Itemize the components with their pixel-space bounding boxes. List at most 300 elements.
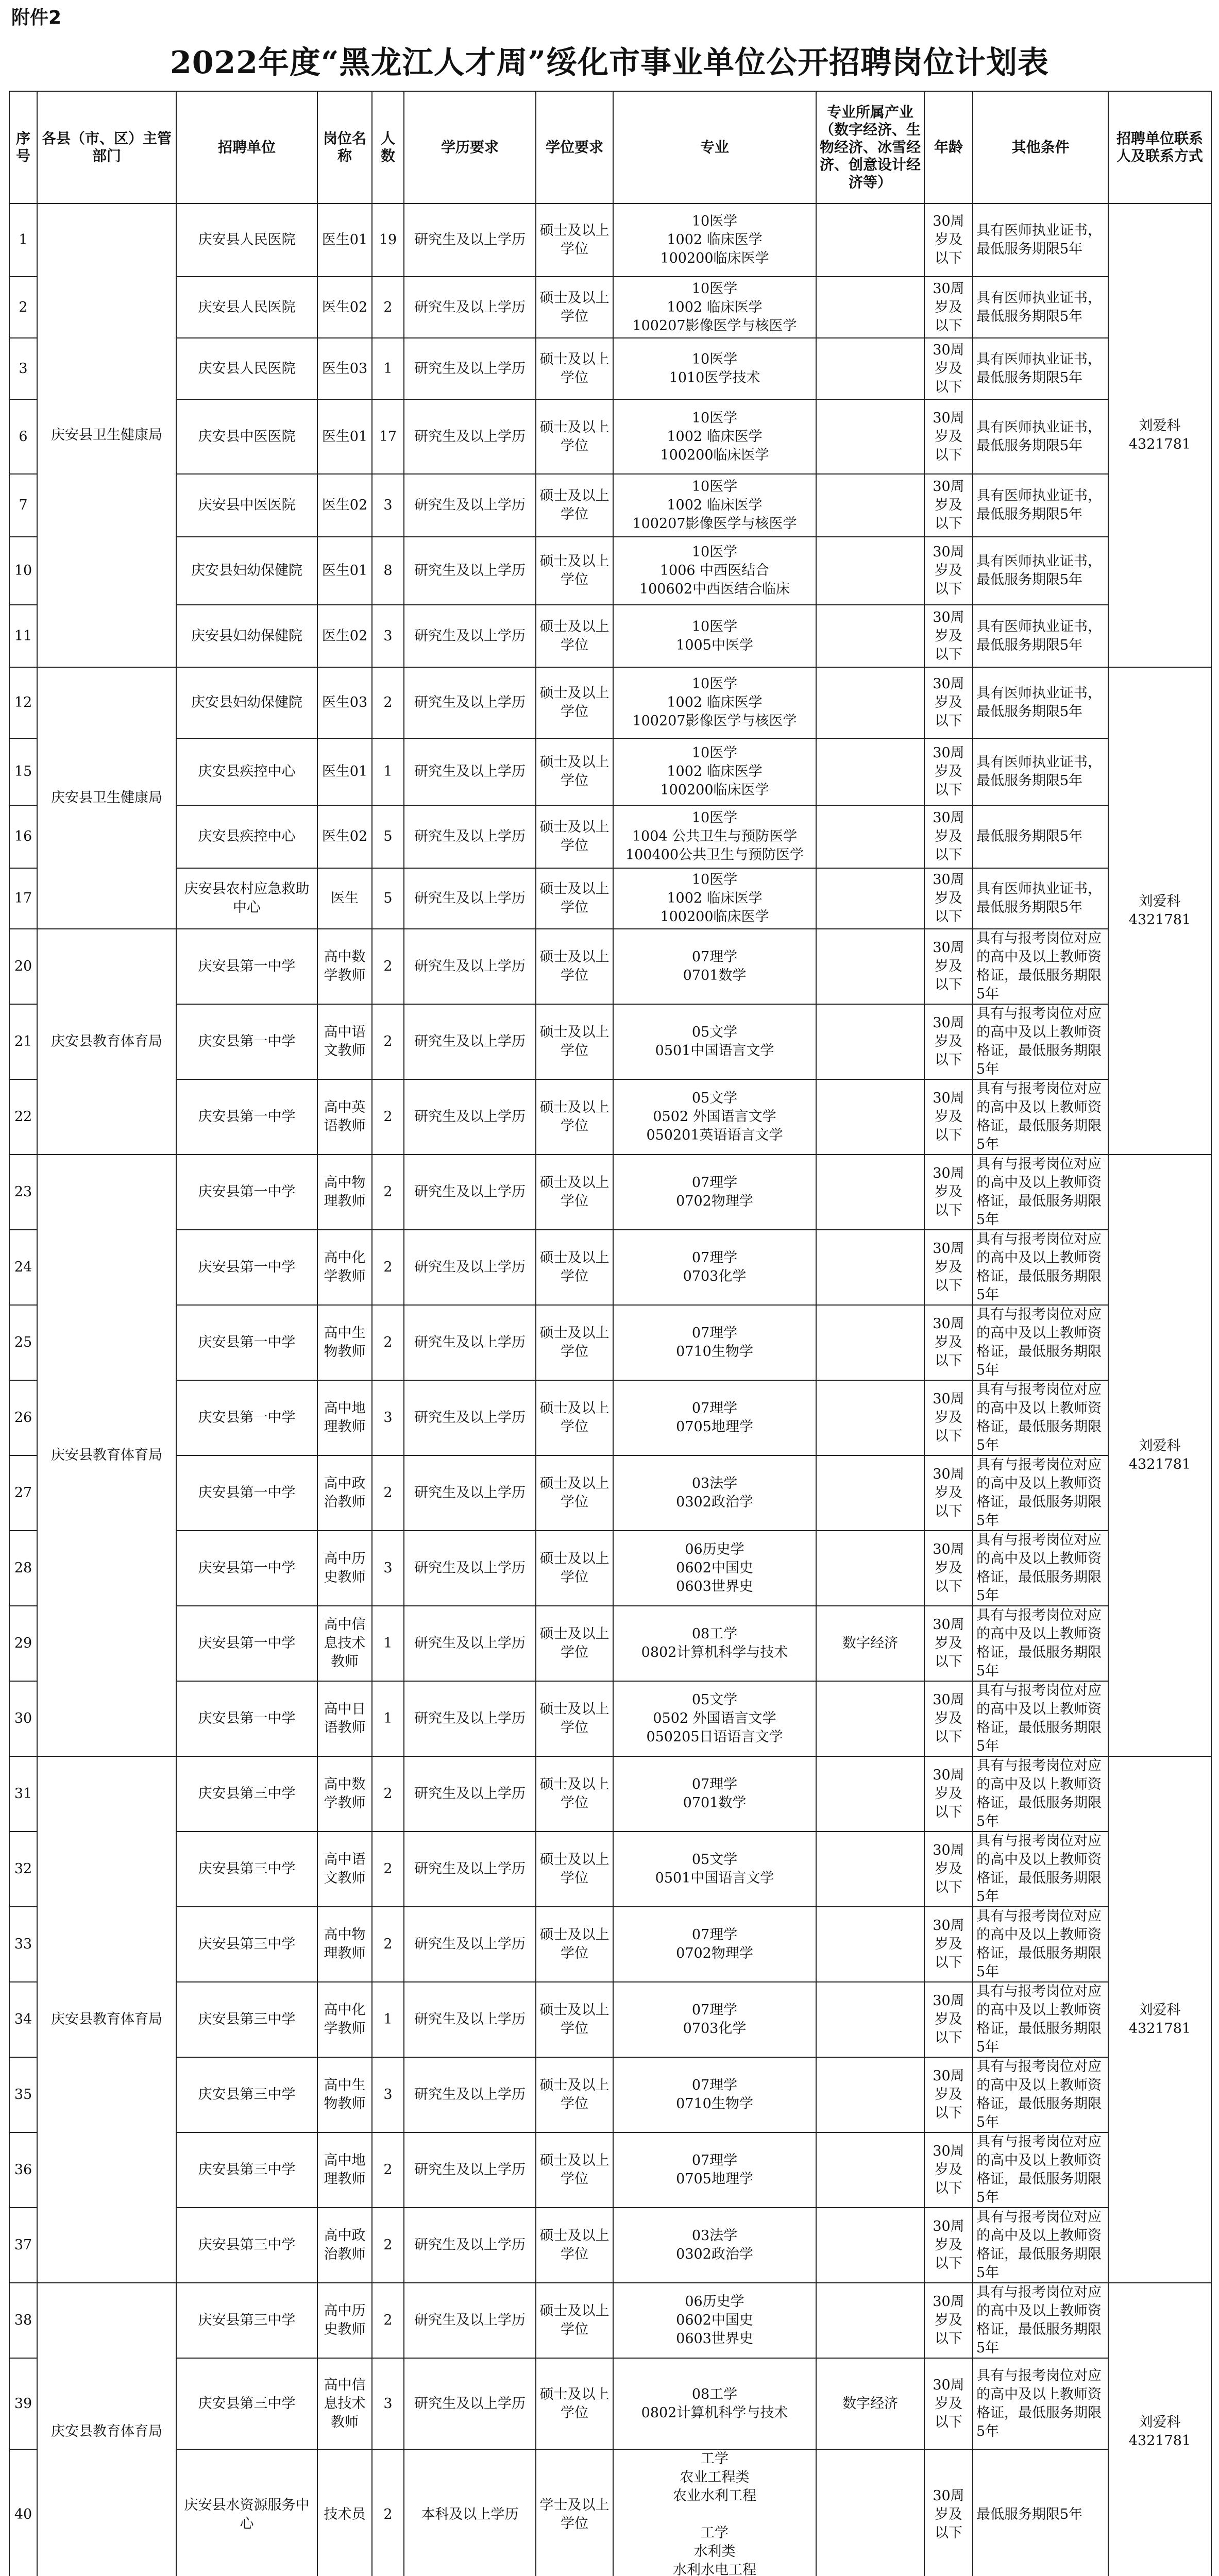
cell-no: 1 [9,204,37,277]
cell-post: 医生01 [317,204,372,277]
cell-age: 30周岁及以下 [924,1455,973,1531]
cell-age: 30周岁及以下 [924,2057,973,2132]
cell-unit: 庆安县第一中学 [176,1455,317,1531]
table-row [9,2208,1211,2283]
cell-post: 高中信息技术教师 [317,2358,372,2449]
cell-conditions: 具有与报考岗位对应的高中及以上教师资格证，最低服务期限5年 [973,1079,1108,1155]
table-row [9,1681,1211,1756]
table-body [9,204,1211,2576]
cell-conditions: 具有医师执业证书，最低服务期限5年 [973,474,1108,537]
cell-post: 高中英语教师 [317,1079,372,1155]
cell-education: 研究生及以上学历 [404,1606,536,1681]
cell-department: 庆安县教育体育局 [37,2283,176,2576]
cell-major: 10医学 1005中医学 [613,605,816,667]
cell-unit: 庆安县妇幼保健院 [176,667,317,738]
cell-conditions: 具有医师执业证书，最低服务期限5年 [973,277,1108,338]
cell-degree: 硕士及以上学位 [536,2208,613,2283]
cell-unit: 庆安县第一中学 [176,1230,317,1305]
table-row [9,667,1211,738]
cell-post: 医生03 [317,338,372,399]
cell-conditions: 具有医师执业证书，最低服务期限5年 [973,738,1108,805]
cell-industry [816,929,924,1004]
header-education: 学历要求 [404,91,536,204]
cell-no: 27 [9,1455,37,1531]
cell-education: 研究生及以上学历 [404,204,536,277]
cell-count: 3 [372,2057,404,2132]
cell-unit: 庆安县疾控中心 [176,805,317,868]
cell-conditions: 具有与报考岗位对应的高中及以上教师资格证，最低服务期限5年 [973,1230,1108,1305]
cell-age: 30周岁及以下 [924,1004,973,1079]
cell-education: 研究生及以上学历 [404,929,536,1004]
cell-age: 30周岁及以下 [924,805,973,868]
cell-unit: 庆安县疾控中心 [176,738,317,805]
cell-post: 高中数学教师 [317,929,372,1004]
cell-education: 研究生及以上学历 [404,1155,536,1230]
cell-unit: 庆安县第一中学 [176,1531,317,1606]
cell-conditions: 具有与报考岗位对应的高中及以上教师资格证，最低服务期限5年 [973,1756,1108,1832]
cell-unit: 庆安县第三中学 [176,2358,317,2449]
cell-age: 30周岁及以下 [924,2449,973,2576]
cell-count: 19 [372,204,404,277]
cell-degree: 硕士及以上学位 [536,1681,613,1756]
cell-count: 8 [372,537,404,605]
cell-industry [816,1230,924,1305]
cell-education: 研究生及以上学历 [404,738,536,805]
cell-age: 30周岁及以下 [924,1832,973,1907]
cell-count: 2 [372,1079,404,1155]
page-title: 2022年度“黑龙江人才周”绥化市事业单位公开招聘岗位计划表 [170,45,1049,81]
cell-post: 医生02 [317,805,372,868]
cell-unit: 庆安县第三中学 [176,2057,317,2132]
cell-major: 07理学 0705地理学 [613,2132,816,2208]
cell-age: 30周岁及以下 [924,929,973,1004]
table-row [9,2283,1211,2358]
cell-degree: 硕士及以上学位 [536,2132,613,2208]
cell-count: 5 [372,868,404,929]
cell-post: 医生02 [317,474,372,537]
cell-conditions: 具有医师执业证书，最低服务期限5年 [973,204,1108,277]
table-row [9,1004,1211,1079]
header-industry: 专业所属产业（数字经济、生物经济、冰雪经济、创意设计经济等） [816,91,924,204]
cell-education: 研究生及以上学历 [404,805,536,868]
cell-major: 07理学 0705地理学 [613,1380,816,1455]
cell-count: 2 [372,929,404,1004]
cell-conditions: 具有与报考岗位对应的高中及以上教师资格证，最低服务期限5年 [973,2283,1108,2358]
cell-count: 17 [372,399,404,474]
cell-unit: 庆安县中医医院 [176,399,317,474]
cell-post: 高中政治教师 [317,2208,372,2283]
cell-conditions: 具有与报考岗位对应的高中及以上教师资格证，最低服务期限5年 [973,1606,1108,1681]
cell-degree: 硕士及以上学位 [536,1531,613,1606]
cell-no: 36 [9,2132,37,2208]
cell-industry [816,2449,924,2576]
cell-education: 研究生及以上学历 [404,2057,536,2132]
cell-education: 本科及以上学历 [404,2449,536,2576]
cell-post: 高中政治教师 [317,1455,372,1531]
cell-age: 30周岁及以下 [924,2132,973,2208]
cell-age: 30周岁及以下 [924,1982,973,2057]
cell-no: 37 [9,2208,37,2283]
cell-degree: 硕士及以上学位 [536,1832,613,1907]
cell-industry [816,1982,924,2057]
cell-conditions: 具有医师执业证书，最低服务期限5年 [973,605,1108,667]
header-major: 专业 [613,91,816,204]
cell-no: 40 [9,2449,37,2576]
cell-major: 07理学 0710生物学 [613,2057,816,2132]
table-row [9,1907,1211,1982]
cell-age: 30周岁及以下 [924,1531,973,1606]
cell-degree: 硕士及以上学位 [536,1982,613,2057]
cell-no: 2 [9,277,37,338]
header-degree: 学位要求 [536,91,613,204]
cell-count: 2 [372,1004,404,1079]
cell-degree: 硕士及以上学位 [536,2283,613,2358]
cell-education: 研究生及以上学历 [404,399,536,474]
cell-education: 研究生及以上学历 [404,1756,536,1832]
cell-count: 5 [372,805,404,868]
table-row [9,2358,1211,2449]
cell-major: 03法学 0302政治学 [613,2208,816,2283]
cell-industry [816,1380,924,1455]
cell-post: 高中化学教师 [317,1982,372,2057]
cell-unit: 庆安县农村应急救助中心 [176,868,317,929]
cell-major: 07理学 0703化学 [613,1982,816,2057]
cell-education: 研究生及以上学历 [404,1832,536,1907]
cell-major: 10医学 1004 公共卫生与预防医学 100400公共卫生与预防医学 [613,805,816,868]
cell-contact: 刘爱科 4321781 [1108,1155,1211,1756]
cell-age: 30周岁及以下 [924,2208,973,2283]
cell-age: 30周岁及以下 [924,277,973,338]
table-row [9,399,1211,474]
cell-post: 医生03 [317,667,372,738]
cell-no: 3 [9,338,37,399]
cell-age: 30周岁及以下 [924,474,973,537]
cell-department: 庆安县卫生健康局 [37,667,176,929]
header-post: 岗位名称 [317,91,372,204]
cell-no: 12 [9,667,37,738]
cell-post: 高中生物教师 [317,2057,372,2132]
cell-major: 10医学 1002 临床医学 100200临床医学 [613,868,816,929]
cell-conditions: 具有与报考岗位对应的高中及以上教师资格证，最低服务期限5年 [973,1907,1108,1982]
cell-post: 医生 [317,868,372,929]
table-row [9,1531,1211,1606]
cell-conditions: 具有医师执业证书，最低服务期限5年 [973,338,1108,399]
cell-unit: 庆安县第三中学 [176,2132,317,2208]
cell-industry: 数字经济 [816,1606,924,1681]
cell-no: 26 [9,1380,37,1455]
table-row [9,537,1211,605]
cell-industry [816,738,924,805]
cell-post: 医生01 [317,399,372,474]
cell-major: 工学 农业工程类 农业水利工程 工学 水利类 水利水电工程 [613,2449,816,2576]
cell-no: 39 [9,2358,37,2449]
cell-unit: 庆安县妇幼保健院 [176,605,317,667]
cell-no: 31 [9,1756,37,1832]
cell-post: 高中地理教师 [317,2132,372,2208]
cell-major: 07理学 0710生物学 [613,1305,816,1380]
cell-industry [816,1531,924,1606]
cell-education: 研究生及以上学历 [404,2208,536,2283]
cell-major: 07理学 0702物理学 [613,1155,816,1230]
cell-industry [816,1155,924,1230]
cell-conditions: 具有与报考岗位对应的高中及以上教师资格证，最低服务期限5年 [973,1155,1108,1230]
cell-major: 10医学 1010医学技术 [613,338,816,399]
header-no: 序号 [9,91,37,204]
cell-degree: 硕士及以上学位 [536,667,613,738]
cell-count: 2 [372,1230,404,1305]
cell-count: 3 [372,1531,404,1606]
cell-education: 研究生及以上学历 [404,474,536,537]
cell-degree: 硕士及以上学位 [536,1079,613,1155]
cell-no: 25 [9,1305,37,1380]
cell-degree: 硕士及以上学位 [536,738,613,805]
cell-post: 高中化学教师 [317,1230,372,1305]
cell-industry [816,474,924,537]
cell-age: 30周岁及以下 [924,2358,973,2449]
cell-department: 庆安县教育体育局 [37,929,176,1155]
table-row [9,474,1211,537]
cell-unit: 庆安县第三中学 [176,1907,317,1982]
cell-count: 2 [372,667,404,738]
cell-education: 研究生及以上学历 [404,1230,536,1305]
cell-industry [816,1305,924,1380]
cell-degree: 硕士及以上学位 [536,929,613,1004]
cell-major: 05文学 0501中国语言文学 [613,1832,816,1907]
cell-degree: 硕士及以上学位 [536,277,613,338]
cell-post: 医生02 [317,605,372,667]
table-row [9,1155,1211,1230]
cell-age: 30周岁及以下 [924,738,973,805]
cell-unit: 庆安县第一中学 [176,1380,317,1455]
cell-age: 30周岁及以下 [924,667,973,738]
cell-industry [816,2283,924,2358]
cell-conditions: 具有与报考岗位对应的高中及以上教师资格证，最低服务期限5年 [973,1455,1108,1531]
cell-conditions: 具有与报考岗位对应的高中及以上教师资格证，最低服务期限5年 [973,1681,1108,1756]
cell-major: 07理学 0701数学 [613,929,816,1004]
cell-age: 30周岁及以下 [924,204,973,277]
cell-conditions: 具有医师执业证书，最低服务期限5年 [973,868,1108,929]
cell-degree: 硕士及以上学位 [536,1606,613,1681]
cell-industry [816,1681,924,1756]
table-row [9,605,1211,667]
cell-age: 30周岁及以下 [924,1907,973,1982]
cell-major: 07理学 0702物理学 [613,1907,816,1982]
table-row [9,868,1211,929]
cell-major: 07理学 0703化学 [613,1230,816,1305]
cell-education: 研究生及以上学历 [404,1380,536,1455]
cell-post: 高中历史教师 [317,1531,372,1606]
cell-post: 高中地理教师 [317,1380,372,1455]
cell-conditions: 具有与报考岗位对应的高中及以上教师资格证，最低服务期限5年 [973,1004,1108,1079]
cell-no: 32 [9,1832,37,1907]
cell-degree: 硕士及以上学位 [536,805,613,868]
cell-count: 2 [372,2449,404,2576]
cell-education: 研究生及以上学历 [404,537,536,605]
cell-unit: 庆安县人民医院 [176,277,317,338]
cell-post: 技术员 [317,2449,372,2576]
cell-degree: 硕士及以上学位 [536,1380,613,1455]
cell-industry [816,537,924,605]
cell-post: 高中物理教师 [317,1155,372,1230]
cell-post: 医生01 [317,537,372,605]
cell-unit: 庆安县第三中学 [176,1756,317,1832]
cell-contact: 刘爱科 4321781 [1108,667,1211,1155]
cell-age: 30周岁及以下 [924,1380,973,1455]
cell-industry [816,204,924,277]
cell-unit: 庆安县人民医院 [176,338,317,399]
header-contact: 招聘单位联系人及联系方式 [1108,91,1211,204]
table-row [9,929,1211,1004]
cell-unit: 庆安县第三中学 [176,1982,317,2057]
cell-age: 30周岁及以下 [924,1681,973,1756]
cell-major: 10医学 1002 临床医学 100207影像医学与核医学 [613,667,816,738]
cell-count: 2 [372,277,404,338]
table-row [9,1982,1211,2057]
cell-major: 10医学 1002 临床医学 100207影像医学与核医学 [613,474,816,537]
cell-degree: 硕士及以上学位 [536,605,613,667]
cell-age: 30周岁及以下 [924,1155,973,1230]
cell-major: 10医学 1002 临床医学 100200临床医学 [613,399,816,474]
cell-education: 研究生及以上学历 [404,2132,536,2208]
cell-no: 22 [9,1079,37,1155]
cell-age: 30周岁及以下 [924,1079,973,1155]
cell-count: 2 [372,1756,404,1832]
cell-unit: 庆安县中医医院 [176,474,317,537]
cell-degree: 硕士及以上学位 [536,2057,613,2132]
cell-industry [816,805,924,868]
cell-post: 高中日语教师 [317,1681,372,1756]
cell-count: 1 [372,738,404,805]
cell-post: 医生01 [317,738,372,805]
table-row [9,1756,1211,1832]
table-row [9,1305,1211,1380]
cell-age: 30周岁及以下 [924,1606,973,1681]
cell-post: 高中语文教师 [317,1004,372,1079]
cell-industry [816,1756,924,1832]
cell-count: 2 [372,2208,404,2283]
cell-industry [816,2057,924,2132]
cell-degree: 硕士及以上学位 [536,537,613,605]
cell-industry [816,399,924,474]
cell-conditions: 具有与报考岗位对应的高中及以上教师资格证，最低服务期限5年 [973,2057,1108,2132]
table-row [9,2057,1211,2132]
cell-conditions: 具有与报考岗位对应的高中及以上教师资格证，最低服务期限5年 [973,1305,1108,1380]
cell-age: 30周岁及以下 [924,2283,973,2358]
cell-age: 30周岁及以下 [924,1305,973,1380]
cell-count: 2 [372,1155,404,1230]
cell-post: 医生02 [317,277,372,338]
header-conditions: 其他条件 [973,91,1108,204]
table-row [9,277,1211,338]
cell-conditions: 具有与报考岗位对应的高中及以上教师资格证，最低服务期限5年 [973,2208,1108,2283]
table-row [9,1380,1211,1455]
cell-department: 庆安县教育体育局 [37,1155,176,1756]
cell-post: 高中生物教师 [317,1305,372,1380]
cell-contact: 刘爱科 4321781 [1108,1756,1211,2283]
cell-no: 10 [9,537,37,605]
table-header [9,91,1211,204]
cell-count: 2 [372,1305,404,1380]
cell-unit: 庆安县第一中学 [176,1606,317,1681]
cell-major: 10医学 1002 临床医学 100207影像医学与核医学 [613,277,816,338]
cell-education: 研究生及以上学历 [404,1004,536,1079]
cell-count: 1 [372,1982,404,2057]
cell-no: 33 [9,1907,37,1982]
cell-unit: 庆安县水资源服务中心 [176,2449,317,2576]
cell-no: 17 [9,868,37,929]
header-department: 各县（市、区）主管部门 [37,91,176,204]
table-row [9,204,1211,277]
cell-conditions: 具有医师执业证书，最低服务期限5年 [973,667,1108,738]
cell-unit: 庆安县第一中学 [176,1681,317,1756]
cell-degree: 硕士及以上学位 [536,474,613,537]
header-age: 年龄 [924,91,973,204]
cell-education: 研究生及以上学历 [404,1681,536,1756]
cell-major: 07理学 0701数学 [613,1756,816,1832]
cell-conditions: 具有与报考岗位对应的高中及以上教师资格证，最低服务期限5年 [973,1832,1108,1907]
cell-age: 30周岁及以下 [924,338,973,399]
cell-degree: 硕士及以上学位 [536,1305,613,1380]
cell-unit: 庆安县第三中学 [176,1832,317,1907]
table-row [9,1455,1211,1531]
cell-degree: 硕士及以上学位 [536,204,613,277]
header-count: 人数 [372,91,404,204]
cell-industry [816,1832,924,1907]
cell-age: 30周岁及以下 [924,399,973,474]
cell-degree: 硕士及以上学位 [536,1756,613,1832]
cell-education: 研究生及以上学历 [404,667,536,738]
cell-degree: 硕士及以上学位 [536,1907,613,1982]
cell-major: 05文学 0501中国语言文学 [613,1004,816,1079]
cell-education: 研究生及以上学历 [404,1079,536,1155]
cell-unit: 庆安县第三中学 [176,2208,317,2283]
cell-no: 24 [9,1230,37,1305]
table-row [9,2449,1211,2576]
cell-unit: 庆安县第一中学 [176,1155,317,1230]
cell-unit: 庆安县第一中学 [176,929,317,1004]
cell-post: 高中数学教师 [317,1756,372,1832]
cell-major: 10医学 1006 中西医结合 100602中西医结合临床 [613,537,816,605]
cell-industry [816,277,924,338]
cell-industry [816,667,924,738]
cell-no: 30 [9,1681,37,1756]
table-row [9,2132,1211,2208]
cell-count: 2 [372,2283,404,2358]
cell-age: 30周岁及以下 [924,868,973,929]
cell-degree: 硕士及以上学位 [536,868,613,929]
cell-post: 高中信息技术教师 [317,1606,372,1681]
cell-degree: 学士及以上学位 [536,2449,613,2576]
cell-major: 10医学 1002 临床医学 100200临床医学 [613,738,816,805]
table-row [9,1606,1211,1681]
cell-major: 06历史学 0602中国史 0603世界史 [613,1531,816,1606]
cell-count: 2 [372,1832,404,1907]
cell-education: 研究生及以上学历 [404,1531,536,1606]
cell-conditions: 具有与报考岗位对应的高中及以上教师资格证，最低服务期限5年 [973,1380,1108,1455]
cell-degree: 硕士及以上学位 [536,399,613,474]
header-unit: 招聘单位 [176,91,317,204]
cell-contact: 刘爱科 4321781 [1108,204,1211,667]
cell-count: 3 [372,474,404,537]
cell-education: 研究生及以上学历 [404,2283,536,2358]
cell-major: 05文学 0502 外国语言文学 050201英语语言文学 [613,1079,816,1155]
cell-unit: 庆安县第一中学 [176,1079,317,1155]
cell-count: 3 [372,1380,404,1455]
cell-major: 10医学 1002 临床医学 100200临床医学 [613,204,816,277]
cell-industry [816,2132,924,2208]
cell-education: 研究生及以上学历 [404,1982,536,2057]
cell-count: 1 [372,338,404,399]
